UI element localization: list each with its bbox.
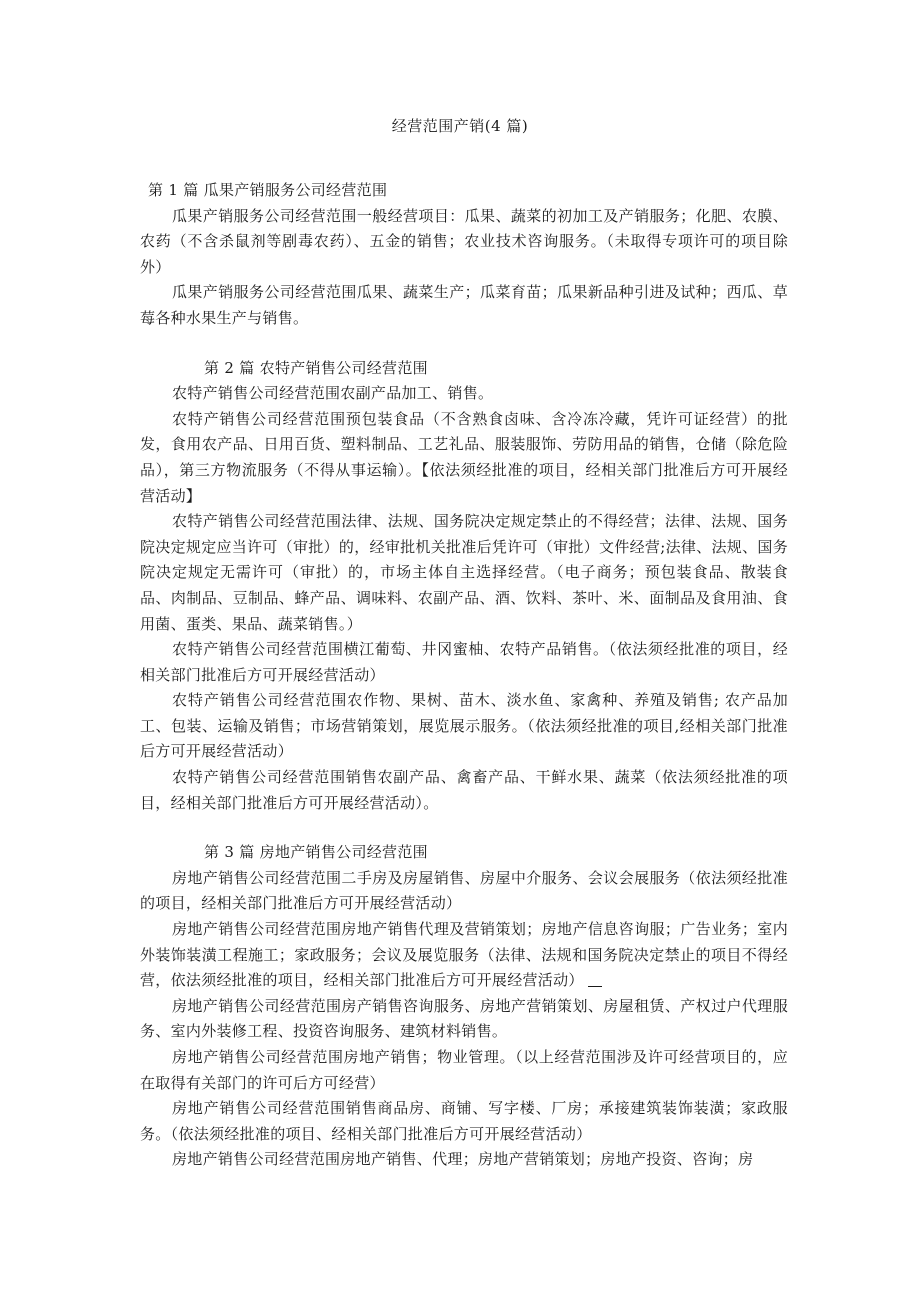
section-1 [140, 178, 788, 332]
section-heading: 第 3 篇 房地产销售公司经营范围 [204, 843, 428, 862]
paragraph: 农特产销售公司经营范围预包装食品（不含熟食卤味、含冷冻冷藏，凭许可证经营）的批发，食用农产品、日用百货、塑料制品、工艺礼品、服装服饰、劳防用品的销售，仓储（除危险品），第三方物流服务（不得从事运输）。【依法须经批准的项目，经相关部门批准后方可开展经营活动】 [140, 409, 788, 505]
paragraph: 农特产销售公司经营范围农副产品加工、销售。 [172, 384, 494, 403]
underline-mark [588, 972, 602, 987]
paragraph: 农特产销售公司经营范围农作物、果树、苗木、淡水鱼、家禽种、养殖及销售; 农产品加工、包装、运输及销售；市场营销策划，展览展示服务。（依法须经批准的项目,经相关部门批准后方可开展经营活动） [140, 691, 788, 761]
section-2 [140, 356, 788, 817]
paragraph-with-mark [140, 917, 788, 994]
paragraph-text: 房地产销售公司经营范围房地产销售代理及营销策划；房地产信息咨询服；广告业务；室内外装饰装潢工程施工；家政服务；会议及展览服务（法律、法规和国务院决定禁止的项目不得经营，依法须经批准的项目，经相关部门批准后方可开展经营活动） [140, 920, 788, 990]
section-heading: 第 1 篇 瓜果产销服务公司经营范围 [148, 181, 388, 199]
paragraph: 瓜果产销服务公司经营范围瓜果、蔬菜生产；瓜菜育苗；瓜果新品种引进及试种；西瓜、草莓各种水果生产与销售。 [140, 283, 788, 327]
paragraph: 房地产销售公司经营范围房地产销售、代理；房地产营销策划；房地产投资、咨询；房 [172, 1150, 754, 1169]
paragraph: 瓜果产销服务公司经营范围一般经营项目：瓜果、蔬菜的初加工及产销服务；化肥、农膜、农药（不含杀鼠剂等剧毒农药）、五金的销售；农业技术咨询服务。（未取得专项许可的项目除外） [140, 206, 788, 276]
document-title: 经营范围产销(4 篇) [391, 117, 529, 135]
paragraph: 房地产销售公司经营范围房产销售咨询服务、房地产营销策划、房屋租赁、产权过户代理服务、室内外装修工程、投资咨询服务、建筑材料销售。 [140, 996, 788, 1041]
section-heading: 第 2 篇 农特产销售公司经营范围 [204, 358, 428, 377]
paragraph: 农特产销售公司经营范围横江葡萄、井冈蜜柚、农特产品销售。（依法须经批准的项目，经相关部门批准后方可开展经营活动） [140, 640, 788, 684]
paragraph: 农特产销售公司经营范围销售农副产品、禽畜产品、干鲜水果、蔬菜（依法须经批准的项目，经相关部门批准后方可开展经营活动）。 [140, 768, 788, 812]
paragraph: 房地产销售公司经营范围二手房及房屋销售、房屋中介服务、会议会展服务（依法须经批准的项目，经相关部门批准后方可开展经营活动） [140, 868, 788, 913]
document-body [140, 178, 788, 1173]
paragraph: 房地产销售公司经营范围房地产销售；物业管理。（以上经营范围涉及许可经营项目的，应在取得有关部门的许可后方可经营） [140, 1048, 788, 1092]
paragraph: 房地产销售公司经营范围销售商品房、商铺、写字楼、厂房；承接建筑装饰装潢；家政服务。（依法须经批准的项目、经相关部门批准后方可开展经营活动） [140, 1099, 788, 1143]
paragraph: 农特产销售公司经营范围法律、法规、国务院决定规定禁止的不得经营；法律、法规、国务院决定规定应当许可（审批）的，经审批机关批准后凭许可（审批）文件经营;法律、法规、国务院决定规定无需许可（审批）的，市场主体自主选择经营。（电子商务；预包装食品、散装食品、肉制品、豆制品、蜂产品、调味料、农副产品、酒、饮料、茶叶、米、面制品及食用油、食用菌、蛋类、果品、蔬菜销售。） [140, 512, 788, 633]
section-3 [140, 840, 788, 1173]
